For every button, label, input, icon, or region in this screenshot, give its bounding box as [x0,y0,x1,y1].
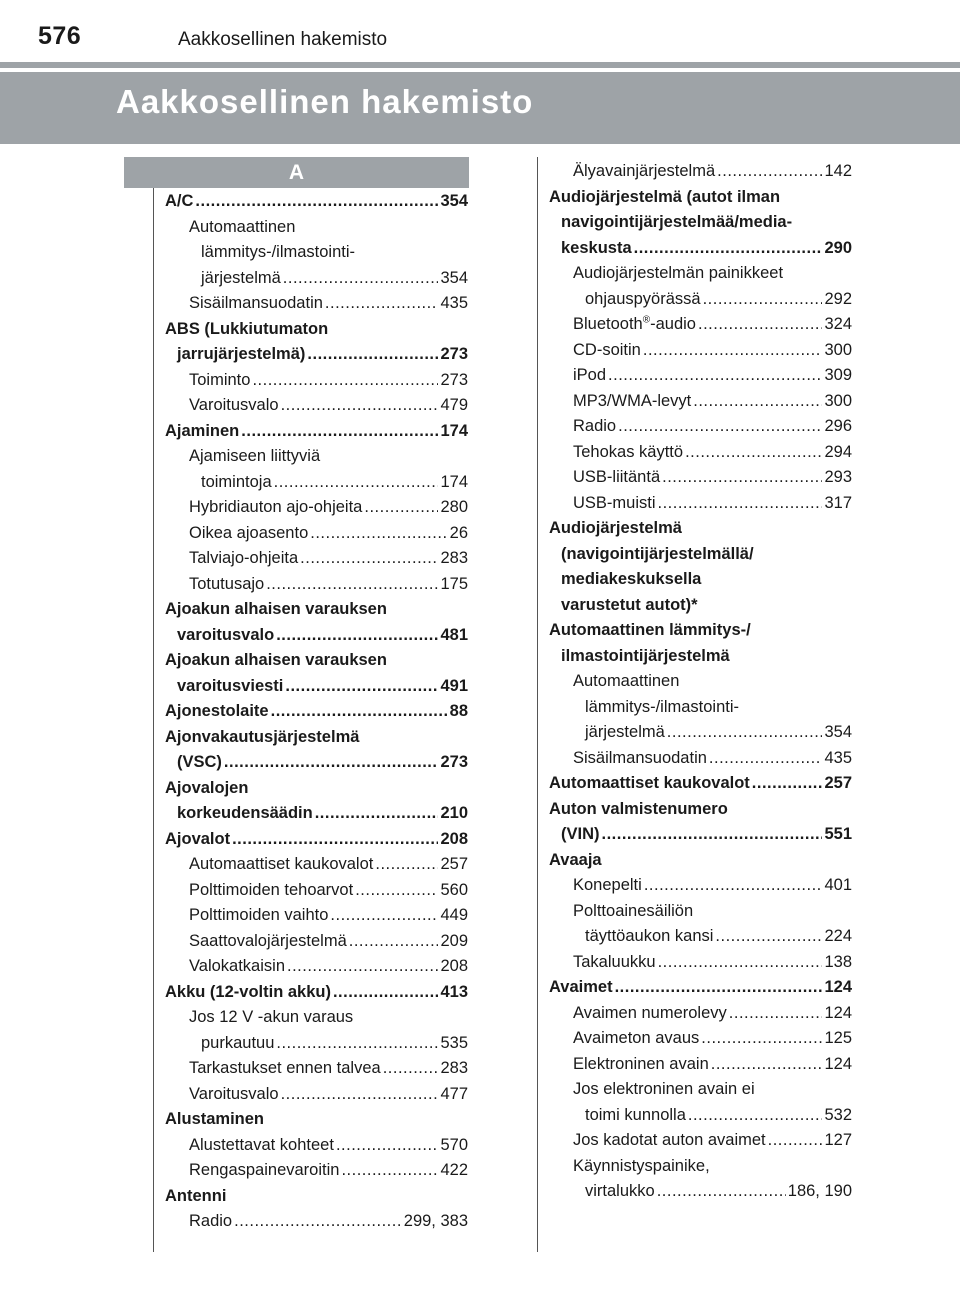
dot-leader [634,236,823,262]
entry-page-number: 293 [824,468,852,486]
index-entry [549,236,852,262]
dot-leader [232,827,438,853]
entry-term: Avaimet [549,978,613,996]
index-entry-text: Ajoakun alhaisen varauksen [165,600,387,618]
entry-page-number: 435 [824,748,852,767]
dot-leader [283,266,439,292]
index-entry-text: (navigointijärjestelmällä/ [561,544,754,563]
entry-term: virtalukko [585,1182,655,1200]
dot-leader [602,822,823,848]
header-divider [0,62,960,68]
dot-leader [709,746,823,772]
entry-page-number: 124 [824,1054,852,1073]
entry-page-number: 324 [824,315,852,333]
dot-leader [336,1133,439,1159]
entry-term: Avaimen numerolevy [573,1003,727,1022]
dot-leader [752,771,823,797]
entry-page-number: 290 [824,238,852,257]
dot-leader [644,873,823,899]
index-entry-text: varustetut autot)* [561,595,698,614]
entry-term: Avaimeton avaus [573,1029,700,1047]
dot-leader [287,954,438,980]
index-entry-text: mediakeskuksella [561,570,702,588]
index-entry [549,975,852,1001]
index-entry-text: Ajoakun alhaisen varauksen [165,651,387,669]
entry-page-number: 124 [824,1003,852,1022]
dot-leader [300,546,438,572]
entry-term: MP3/WMA-levyt [573,391,692,410]
dot-leader [703,287,823,313]
entry-term: Talviajo-ohjeita [189,549,299,567]
index-entry-text: Jos 12 V -akun varaus [189,1008,354,1026]
index-entry [549,1103,852,1129]
index-entry [549,363,852,389]
index-entry [165,827,468,853]
index-entry [165,852,468,878]
dot-leader [715,924,822,950]
entry-term: Ajonestolaite [165,702,269,720]
dot-leader [274,470,439,496]
dot-leader [234,1209,402,1235]
entry-page-number: 208 [440,957,468,975]
entry-term: Elektroninen avain [573,1054,709,1073]
dot-leader [701,1026,822,1052]
index-entry [165,1082,468,1108]
entry-page-number: 491 [440,676,468,695]
entry-term: Rengaspainevaroitin [189,1161,340,1179]
entry-page-number: 138 [824,952,852,971]
index-entry [549,746,852,772]
entry-page-number: 532 [824,1105,852,1124]
index-entry [165,546,468,572]
index-entry [549,924,852,950]
index-entry [549,389,852,415]
index-entry-text: Audiojärjestelmä [549,519,682,537]
entry-term: keskusta [561,238,632,257]
entry-page-number: 481 [440,625,468,644]
entry-term: Polttimoiden vaihto [189,906,329,924]
index-entry [549,873,852,899]
entry-page-number: 26 [449,523,468,542]
dot-leader [307,342,438,368]
index-entry [165,291,468,317]
dot-leader [341,1158,438,1184]
entry-page-number: 124 [824,978,852,996]
left-column-rule [153,188,154,1252]
entry-page-number: 309 [824,366,852,384]
dot-leader [271,699,448,725]
index-entry [165,572,468,598]
entry-page-number: 294 [824,442,852,461]
entry-page-number: 175 [440,574,468,593]
dot-leader [688,1103,823,1129]
index-entry [165,1209,468,1235]
section-letter-header: A [124,157,469,188]
entry-page-number: 210 [440,804,468,822]
index-entry [549,159,852,185]
entry-term: korkeudensäädin [177,804,313,822]
dot-leader [657,1179,786,1205]
entry-term: toimi kunnolla [585,1105,686,1124]
dot-leader [349,929,439,955]
dot-leader [310,521,447,547]
entry-page-number: 174 [440,472,468,491]
entry-page-number: 422 [440,1161,468,1179]
entry-page-number: 283 [440,549,468,567]
dot-leader [662,465,822,491]
index-entry [549,312,852,338]
entry-term: Tarkastukset ennen talvea [189,1059,381,1077]
dot-leader [276,1031,438,1057]
index-entry [165,1031,468,1057]
entry-term: purkautuu [201,1033,275,1052]
dot-leader [266,572,438,598]
index-entry-text: Polttoainesäiliön [573,901,694,920]
index-entry [549,822,852,848]
dot-leader [224,750,439,776]
dot-leader [276,623,438,649]
entry-term: Varoitusvalo [189,1084,279,1103]
dot-leader [643,338,823,364]
entry-page-number: 449 [440,906,468,924]
entry-page-number: 224 [824,927,852,945]
entry-term: Totutusajo [189,574,265,593]
index-entry [165,954,468,980]
entry-term: (VIN) [561,825,600,843]
index-entry [165,929,468,955]
index-entry [165,419,468,445]
entry-term: jarrujärjestelmä) [177,345,306,363]
dot-leader [281,1082,439,1108]
dot-leader [364,495,438,521]
entry-term: ohjauspyörässä [585,289,701,308]
index-entry-text: Ajovalojen [165,778,249,797]
index-entry-text: Audiojärjestelmä (autot ilman [549,187,781,206]
index-entry-text: Automaattinen [573,672,680,690]
index-entry [549,465,852,491]
entry-page-number: 300 [824,340,852,359]
dot-leader [698,312,822,338]
entry-page-number: 535 [440,1033,468,1052]
entry-page-number: 273 [440,370,468,389]
index-entry [549,1001,852,1027]
index-column-right [549,159,852,1205]
index-entry [549,1128,852,1154]
entry-term: Ajovalot [165,829,231,848]
entry-page-number: 280 [440,498,468,516]
entry-page-number: 292 [824,289,852,308]
dot-leader [383,1056,439,1082]
entry-term: Oikea ajoasento [189,523,309,542]
entry-term: USB-muisti [573,493,656,512]
entry-page-number: 174 [440,421,468,440]
index-entry [165,980,468,1006]
dot-leader [608,363,822,389]
dot-leader [195,189,438,215]
index-entry [165,903,468,929]
dot-leader [315,801,439,827]
index-entry [549,1179,852,1205]
dot-leader [717,159,822,185]
entry-page-number: 296 [824,417,852,435]
index-entry [165,393,468,419]
entry-term: Toiminto [189,370,251,389]
entry-page-number: 570 [440,1135,468,1154]
dot-leader [252,368,438,394]
entry-page-number: 354 [824,723,852,741]
index-entry [165,368,468,394]
entry-term: Ajaminen [165,421,240,440]
dot-leader [658,491,823,517]
index-entry [165,342,468,368]
entry-page-number: 127 [824,1131,852,1149]
entry-page-number: 317 [824,493,852,512]
dot-leader [729,1001,823,1027]
index-entry-text: Ajamiseen liittyviä [189,447,321,465]
entry-page-number: 88 [449,702,468,720]
entry-page-number: 273 [440,753,468,771]
index-entry-text: Auton valmistenumero [549,799,728,818]
entry-page-number: 354 [440,268,468,287]
entry-page-number: 354 [440,192,468,210]
index-entry [165,470,468,496]
index-entry-text: Jos elektroninen avain ei [573,1080,755,1098]
index-entry [549,1052,852,1078]
index-entry [549,287,852,313]
index-entry [165,495,468,521]
page-title: Aakkosellinen hakemisto [116,83,534,120]
index-entry [165,1133,468,1159]
index-entry [549,491,852,517]
index-entry [165,521,468,547]
index-entry-text: Avaaja [549,850,602,869]
index-entry-text: lämmitys-/ilmastointi- [201,243,356,261]
index-entry [165,801,468,827]
entry-term: toimintoja [201,472,272,491]
entry-term: Tehokas käyttö [573,442,684,461]
entry-term: Hybridiauton ajo-ohjeita [189,498,363,516]
entry-page-number: 435 [440,294,468,312]
entry-page-number: 413 [440,982,468,1001]
entry-term: Valokatkaisin [189,957,285,975]
dot-leader [241,419,438,445]
dot-leader [333,980,439,1006]
index-entry-text: Alustaminen [165,1110,265,1128]
index-entry [165,750,468,776]
index-entry [165,189,468,215]
index-entry-text: ABS (Lukkiutumaton [165,319,329,338]
index-entry [549,414,852,440]
page-number: 576 [38,22,82,50]
dot-leader [768,1128,823,1154]
entry-term: Akku (12-voltin akku) [165,982,331,1001]
entry-term: Radio [189,1212,233,1230]
entry-term: Älyavainjärjestelmä [573,162,716,180]
index-entry-text: ilmastointijärjestelmä [561,646,730,665]
index-entry [165,1056,468,1082]
index-entry [165,878,468,904]
index-entry-text: Antenni [165,1186,227,1205]
entry-term: Saattovalojärjestelmä [189,931,347,950]
index-entry-text: Käynnistyspainike, [573,1156,710,1175]
entry-page-number: 283 [440,1059,468,1077]
dot-leader [325,291,439,317]
entry-page-number: 477 [440,1084,468,1103]
dot-leader [285,674,438,700]
entry-page-number: 299, 383 [403,1212,468,1230]
entry-page-number: 257 [824,774,852,792]
entry-term: järjestelmä [585,723,665,741]
dot-leader [711,1052,823,1078]
index-entry-text: lämmitys-/ilmastointi- [585,697,740,716]
dot-leader [685,440,822,466]
entry-term: Takaluukku [573,952,656,971]
entry-term: iPod [573,366,607,384]
entry-page-number: 551 [824,825,852,843]
entry-term: Bluetooth®-audio [573,314,696,333]
entry-term: Sisäilmansuodatin [573,748,707,767]
entry-term: varoitusvalo [177,625,275,644]
dot-leader [618,414,822,440]
dot-leader [693,389,822,415]
index-entry [165,266,468,292]
index-entry-text: Automaattinen [189,217,296,236]
dot-leader [667,720,823,746]
index-entry [549,440,852,466]
index-column-left [165,189,468,1235]
center-column-rule [537,157,538,1252]
entry-term: Sisäilmansuodatin [189,294,323,312]
dot-leader [330,903,438,929]
entry-page-number: 300 [824,391,852,410]
entry-term: USB-liitäntä [573,468,661,486]
entry-term: Automaattiset kaukovalot [549,774,750,792]
registered-mark: ® [642,314,651,326]
entry-term: Konepelti [573,876,642,894]
index-entry [549,771,852,797]
index-entry [549,950,852,976]
index-entry [549,720,852,746]
entry-term: Radio [573,417,617,435]
index-entry [165,699,468,725]
index-entry-text: Automaattinen lämmitys-/ [549,621,751,639]
index-entry [165,674,468,700]
entry-page-number: 560 [440,880,468,899]
entry-term: Polttimoiden tehoarvot [189,880,354,899]
index-entry-text: Audiojärjestelmän painikkeet [573,264,784,282]
entry-page-number: 401 [824,876,852,894]
dot-leader [281,393,439,419]
index-entry [549,338,852,364]
dot-leader [355,878,438,904]
entry-term: A/C [165,192,194,210]
entry-term: Varoitusvalo [189,396,279,414]
running-title: Aakkosellinen hakemisto [178,29,388,50]
index-entry-text: navigointijärjestelmää/media- [561,213,793,231]
index-entry [165,623,468,649]
index-entry [165,1158,468,1184]
entry-page-number: 125 [824,1029,852,1047]
entry-page-number: 186, 190 [787,1182,852,1200]
entry-term: Alustettavat kohteet [189,1135,334,1154]
entry-page-number: 208 [440,829,468,848]
title-banner [0,72,960,144]
entry-term: CD-soitin [573,340,641,359]
entry-page-number: 479 [440,396,468,414]
entry-page-number: 209 [440,931,468,950]
entry-term: Jos kadotat auton avaimet [573,1131,766,1149]
entry-term: Automaattiset kaukovalot [189,855,374,873]
dot-leader [375,852,438,878]
entry-page-number: 273 [440,345,468,363]
dot-leader [658,950,823,976]
entry-page-number: 257 [440,855,468,873]
entry-page-number: 142 [824,162,852,180]
index-entry-text: Ajonvakautusjärjestelmä [165,727,360,746]
dot-leader [615,975,823,1001]
entry-term: varoitusviesti [177,676,284,695]
entry-term: järjestelmä [201,268,281,287]
index-entry [549,1026,852,1052]
entry-term: täyttöaukon kansi [585,927,714,945]
entry-term: (VSC) [177,753,222,771]
